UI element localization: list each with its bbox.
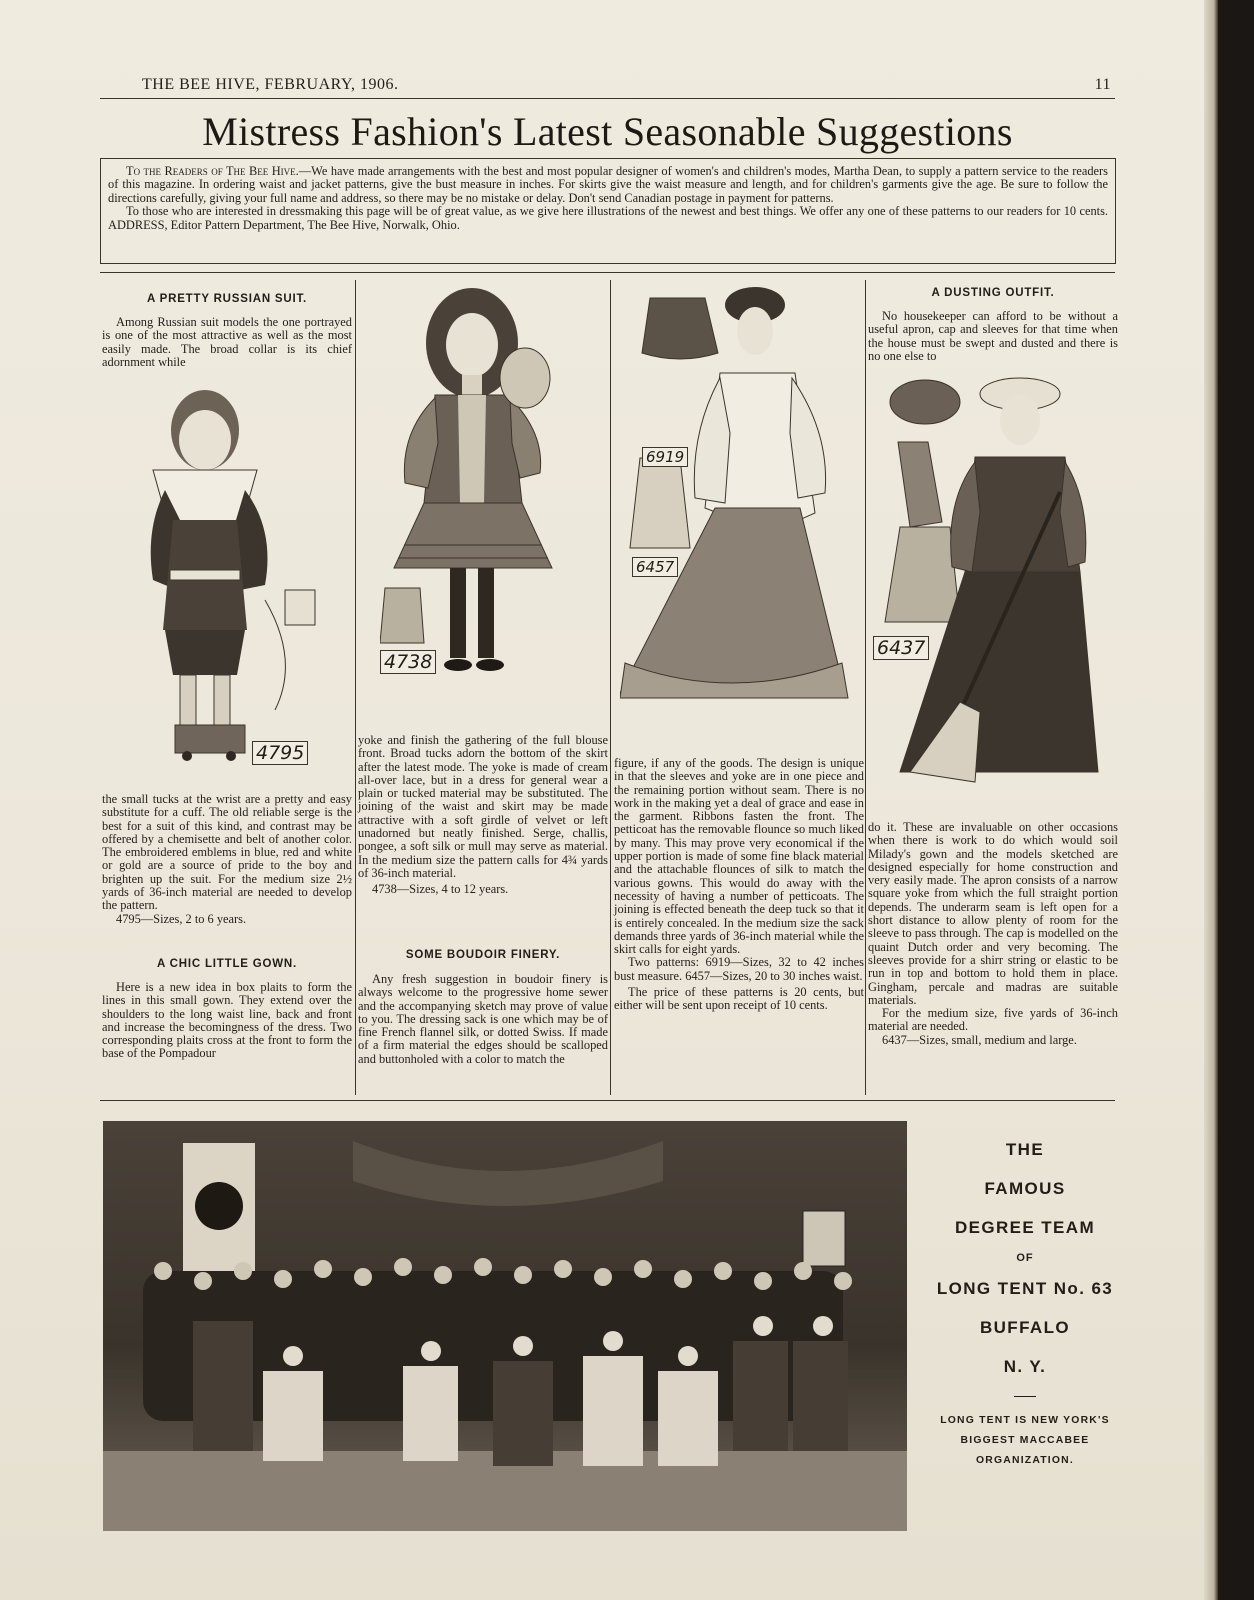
running-head (100, 76, 1115, 99)
column-rule-1 (355, 280, 356, 1095)
running-title: THE BEE HIVE, FEBRUARY, 1906. (142, 76, 399, 93)
dusting-body (868, 821, 1118, 1047)
chic-gown-illustration (380, 283, 585, 688)
woman-dressing-sack-drawing (620, 283, 855, 728)
chic-gown-body (102, 981, 352, 1061)
caption-note-3: ORGANIZATION. (976, 1455, 1074, 1466)
gown-cont-text: yoke and finish the gathering of the full blouse front. Broad tucks adorn the bottom of the skirt after the latest mode. The yoke is made of cream all-over lace, but in a dress for general wear a plain or tucked material may be substituted. The joining of the waist and skirt may be made attractive with a soft girdle of velvet or left unadorned but neatly finished. Serge, challis, pongee, a soft silk or mull may serve as material. In the medium size the pattern calls for 4¾ yards of 36-inch material. (358, 733, 608, 880)
russian-suit-body (102, 793, 352, 926)
heading-dusting-outfit: A DUSTING OUTFIT. (931, 287, 1055, 299)
boudoir-cont-text: figure, if any of the goods. The design is unique in that the sleeves and yoke are in one piece and the remaining portion without seam. There is no work in the making yet a deal of grace and ease in the garment. Ribbons fasten the front. The petticoat has the removable flounce so much liked by many. This may prove very economical if the upper portion is made of some fine black material and the attachable flounces of silk to match the various gowns. This would do away with the necessity of having a number of petticoats. The joining is effected beneath the deep tuck so that it is entirely concealed. In the medium size the sack demands three yards of 36-inch material while the skirt calls for eight yards. (614, 756, 864, 957)
caption-line-5: LONG TENT No. 63 (936, 1279, 1114, 1298)
caption-line-4: OF (1016, 1252, 1034, 1264)
caption-line-7: N. Y. (1003, 1357, 1047, 1376)
column-rule-2 (610, 280, 611, 1095)
dusting-intro-text: No housekeeper can afford to be without a useful apron, cap and sleeves for that time when the house must be swept and dusted and there is no one else to (868, 309, 1118, 363)
caption-note-1: LONG TENT IS NEW YORK'S (940, 1415, 1110, 1426)
pattern-number-6457: 6457 (632, 557, 678, 577)
heading-russian-suit: A PRETTY RUSSIAN SUIT. (146, 293, 308, 305)
girl-figure-drawing (380, 283, 585, 688)
degree-team-photograph (103, 1121, 907, 1531)
caption-line-6: BUFFALO (979, 1318, 1071, 1337)
caption-divider (1014, 1396, 1036, 1397)
boudoir-continued (614, 757, 864, 1013)
caption-line-3: DEGREE TEAM (954, 1218, 1096, 1237)
page-edge (1204, 0, 1218, 1600)
dusting-intro (868, 310, 1118, 363)
boudoir-price: The price of these patterns is 20 cents, but either will be sent upon receipt of 10 cents. (614, 985, 864, 1013)
page-title: Mistress Fashion's Latest Seasonable Suggestions (202, 109, 1013, 154)
gown-body-text: Here is a new idea in box plaits to form the lines in this small gown. They extend over the shoulders to the long waist line, back and front and increase the becomingness of the dress. Two corresponding plaits cross at the front to form the base of the Pompadour (102, 980, 352, 1061)
pattern-number-4795: 4795 (252, 741, 308, 765)
russian-suit-illustration (125, 380, 335, 780)
caption-line-2: FAMOUS (984, 1179, 1066, 1198)
russian-sizes: 4795—Sizes, 2 to 6 years. (116, 911, 247, 926)
notice-box (100, 158, 1116, 264)
caption-line-1: THE (1005, 1140, 1045, 1159)
russian-intro-text: Among Russian suit models the one portrayed is one of the most attractive as well as the most easily made. The broad collar is its chief adornment while (102, 315, 352, 369)
boudoir-body (358, 973, 608, 1066)
chic-gown-continued (358, 734, 608, 897)
dusting-body-text: do it. These are invaluable on other occasions when there is work to do which would soil Milady's gown and the models sketched are designed especially for home construction and very easily made. The apron consists of a narrow square yoke from which the full straight portion depends. The underarm seam is left open for a short distance to allow plenty of room for the sleeve to pass through. The cap is modelled on the quaint Dutch order and very becoming. The sleeves provide for a shirr string or elastic to be run in top and bottom to hold them in place. Gingham, percale and madras are suitable materials. (868, 820, 1118, 1007)
boudoir-patterns: Two patterns: 6919—Sizes, 32 to 42 inches bust measure. 6457—Sizes, 20 to 30 inches waist. (614, 955, 864, 983)
page-number: 11 (1094, 76, 1111, 93)
russian-suit-intro (102, 316, 352, 369)
dusting-outfit-illustration (880, 372, 1110, 812)
russian-body-text: the small tucks at the wrist are a pretty and easy substitute for a cuff. The old reliable serge is the best for a suit of this kind, and contrast may be offered by a chemisette and belt of another color. The embroidered emblems in blue, red and white or gold are a source of pride to the boy and brighten up the suit. For the medium size 2½ yards of 36-inch material are needed to develop the pattern. (102, 792, 352, 913)
heading-boudoir-finery: SOME BOUDOIR FINERY. (405, 949, 561, 961)
gown-sizes: 4738—Sizes, 4 to 12 years. (372, 882, 509, 897)
group-photo-rendering (103, 1121, 907, 1531)
boudoir-illustration (620, 283, 855, 728)
columns-bottom-rule (100, 1100, 1115, 1101)
dusting-sizes: 6437—Sizes, small, medium and large. (882, 1032, 1077, 1047)
pattern-number-4738: 4738 (380, 650, 436, 674)
pattern-number-6437: 6437 (873, 636, 929, 660)
notice-paragraph-2: To those who are interested in dressmaking this page will be of great value, as we give here illustrations of the newest and best things. We offer any one of these patterns to our readers for 10 cents. ADDRESS, Editor Pattern Department, The Bee Hive, Norwalk, Ohio. (108, 204, 1108, 232)
notice-paragraph-1 (108, 165, 1108, 205)
boudoir-body-text: Any fresh suggestion in boudoir finery is always welcome to the progressive home sewer and the accompanying sketch may prove of value to you. The dressing sack is one which may be of fine French flannel silk, or dotted Swiss. If made of a firm material the edges should be scalloped and buttonholed with a color to match the (358, 972, 608, 1066)
caption-note-2: BIGGEST MACCABEE (960, 1435, 1090, 1446)
dusting-medium: For the medium size, five yards of 36-inch material are needed. (868, 1006, 1118, 1034)
woman-with-broom-drawing (880, 372, 1110, 812)
pattern-number-6919: 6919 (642, 447, 688, 467)
column-rule-3 (865, 280, 866, 1095)
columns-top-rule (100, 272, 1115, 273)
boy-figure-drawing (125, 380, 335, 780)
notice-lead: To the Readers of The Bee Hive. (126, 164, 299, 178)
degree-team-caption (915, 1130, 1135, 1471)
notice-text-1: —We have made arrangements with the best and most popular designer of women's and children's modes, Martha Dean, to supply a pattern service to the readers of this magazine. In ordering waist and jacket patterns, give the bust measure in inches. For skirts give the waist measure and length, and for children's garments give the age. Be sure to follow the directions carefully, giving your full name and address, so there may be no mistake or delay. Don't send Canadian postage in payment for patterns. (108, 164, 1108, 205)
heading-chic-gown: A CHIC LITTLE GOWN. (157, 958, 297, 970)
